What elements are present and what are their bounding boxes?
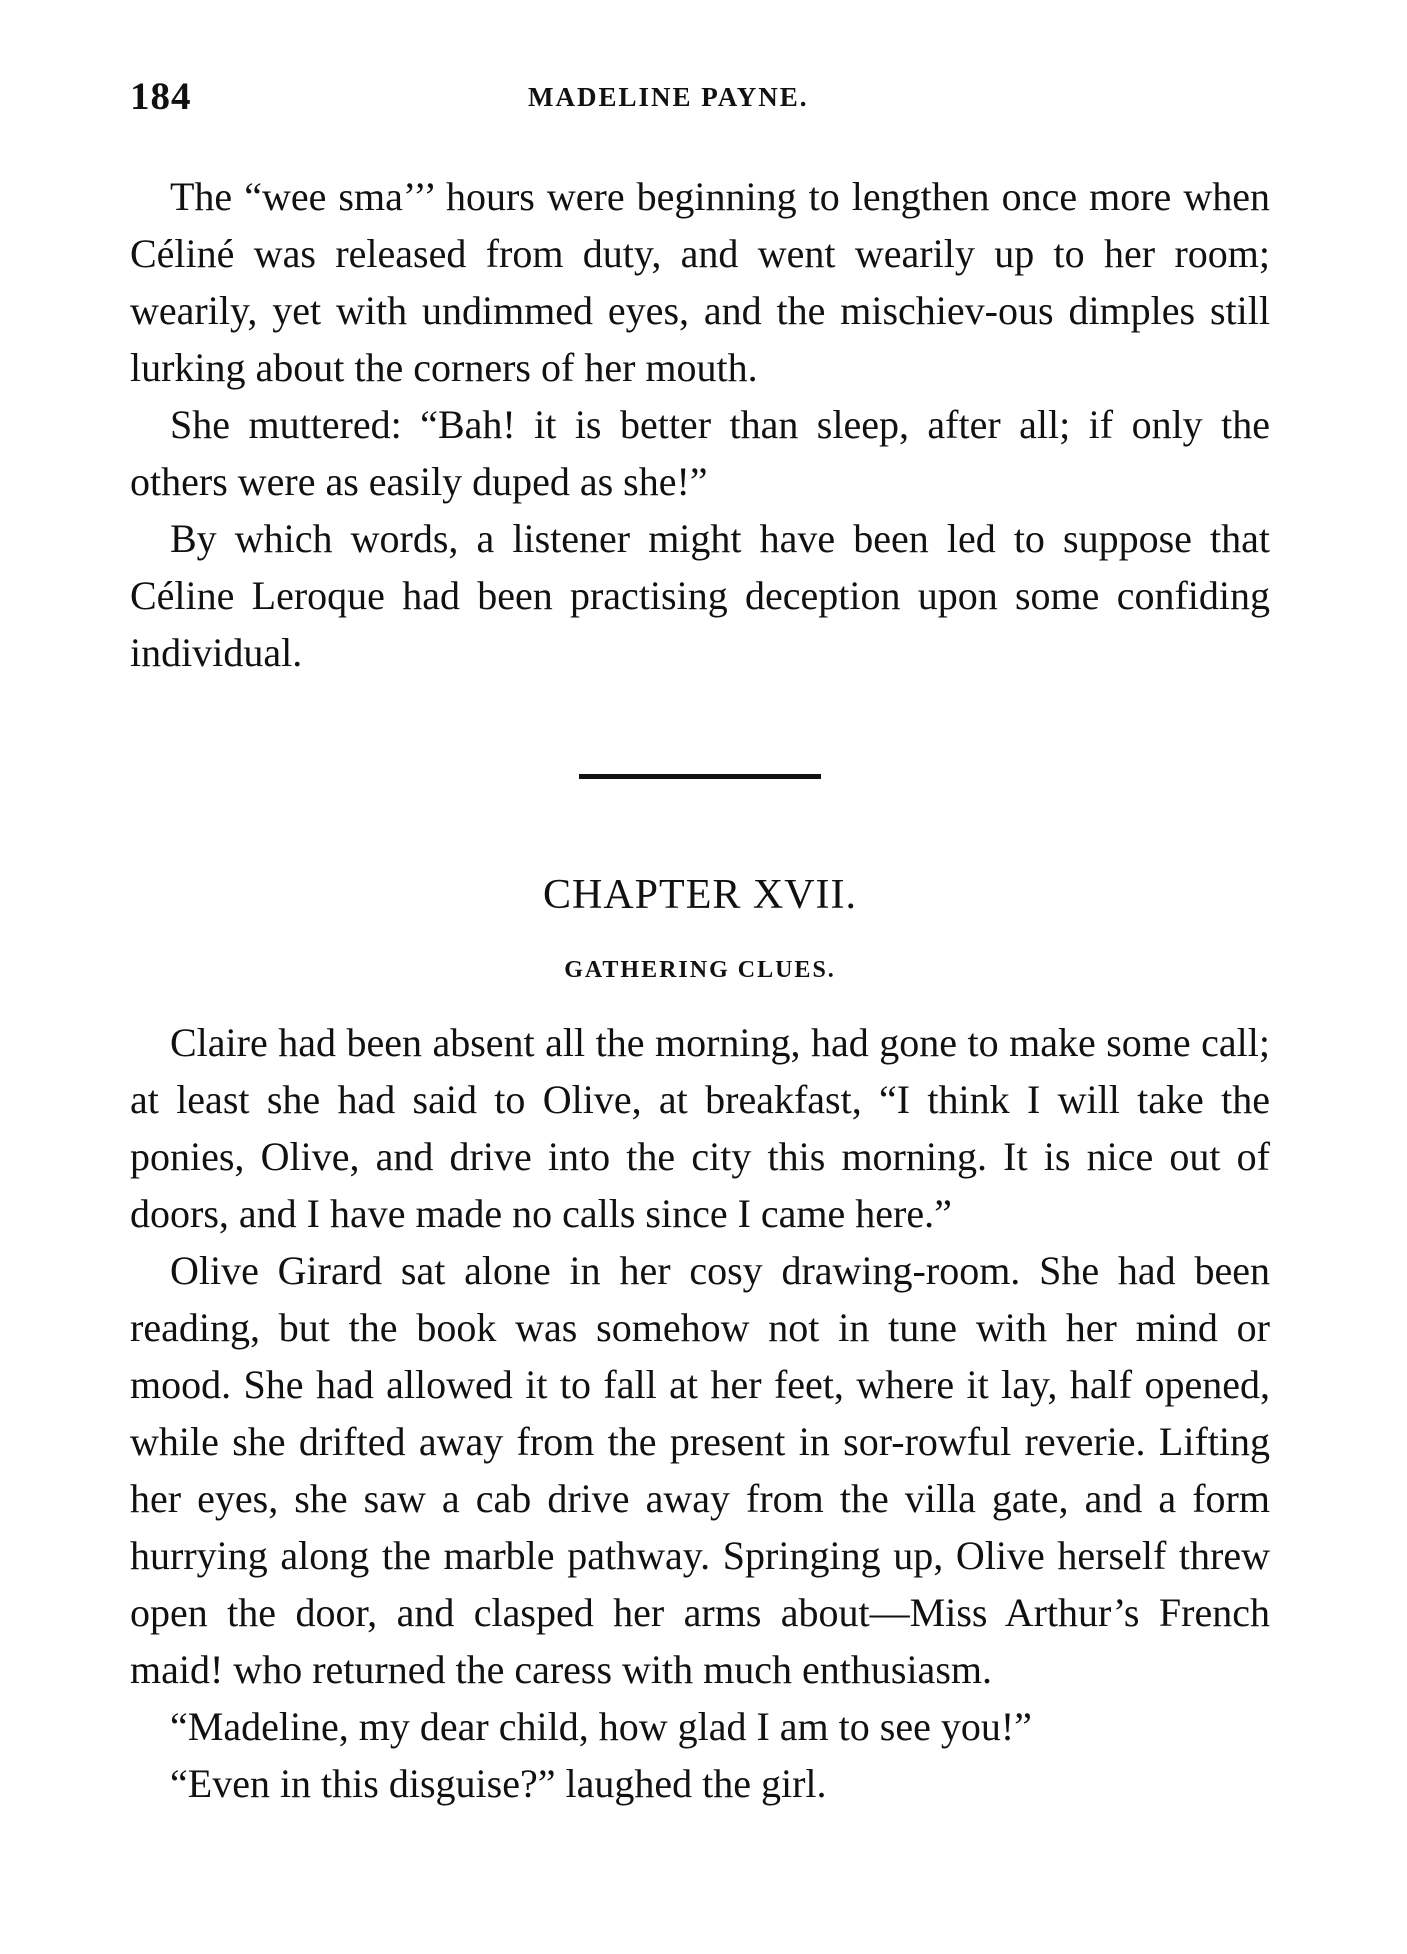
paragraph: She muttered: “Bah! it is better than sleep, after all; if only the others were as easily duped as she!” <box>130 402 1270 504</box>
paragraph: The “wee sma’’’ hours were beginning to lengthen once more when Céliné was released from duty, and went wearily up to her room; wearily, yet with undimmed eyes, and the mischiev-ous dimples still lurking about the corners of her mouth. <box>130 174 1270 390</box>
paragraph: By which words, a listener might have been led to suppose that Céline Leroque had been practising deception upon some confiding individual. <box>130 516 1270 675</box>
section-one <box>130 168 1270 681</box>
paragraph: “Even in this disguise?” laughed the girl. <box>170 1761 827 1806</box>
chapter-subtitle: GATHERING CLUES. <box>564 957 836 983</box>
chapter-body <box>130 1014 1270 1812</box>
running-head <box>130 60 1270 130</box>
paragraph: Claire had been absent all the morning, had gone to make some call; at least she had said to Olive, at breakfast, “I think I will take the ponies, Olive, and drive into the city this morning. It is nice out of doors, and I have made no calls since I came here.” <box>130 1020 1270 1236</box>
paragraph: Olive Girard sat alone in her cosy drawing-room. She had been reading, but the book was somehow not in tune with her mind or mood. She had allowed it to fall at her feet, where it lay, half opened, while she drifted away from the present in sor-rowful reverie. Lifting her eyes, she saw a cab drive away from the villa gate, and a form hurrying along the marble pathway. Springing up, Olive herself threw open the door, and clasped her arms about—Miss Arthur’s French maid! who returned the caress with much enthusiasm. <box>130 1248 1270 1692</box>
section-divider <box>579 774 821 779</box>
book-page <box>130 60 1270 1812</box>
chapter-title: CHAPTER XVII. <box>543 872 857 918</box>
paragraph: “Madeline, my dear child, how glad I am to see you!” <box>170 1704 1032 1749</box>
page-number: 184 <box>130 75 192 118</box>
running-title: MADELINE PAYNE. <box>528 82 809 112</box>
